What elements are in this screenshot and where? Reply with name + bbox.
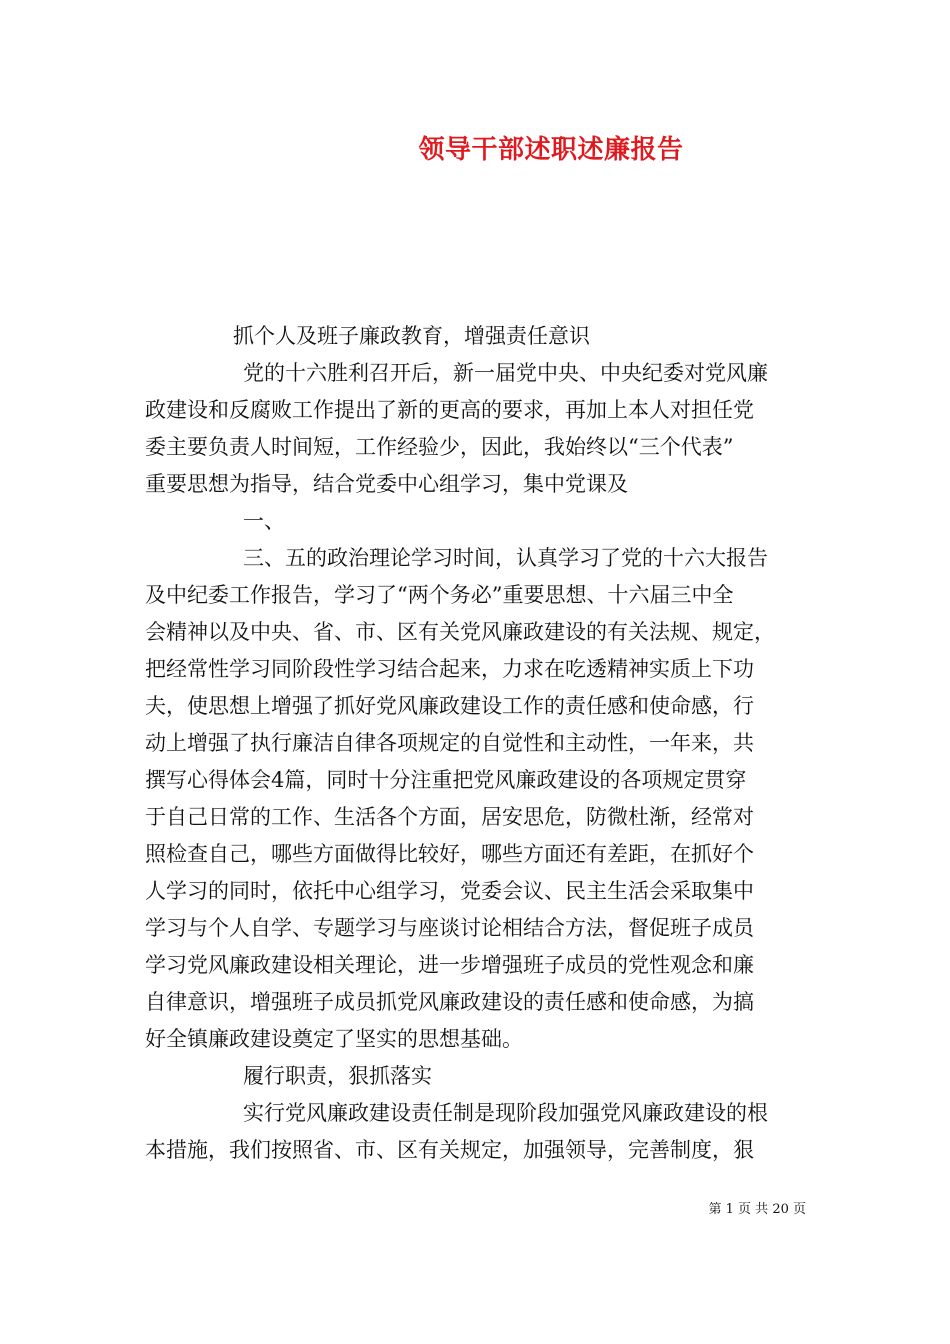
paragraph-line: 一、 bbox=[243, 509, 285, 533]
page-number: 第 1 页 共 20 页 bbox=[708, 1202, 806, 1217]
paragraph-line: 政建设和反腐败工作提出了新的更高的要求，再加上本人对担任党 bbox=[145, 398, 754, 422]
paragraph-line: 撰写心得体会4篇，同时十分注重把党风廉政建设的各项规定贯穿 bbox=[145, 768, 747, 792]
paragraph-line: 及中纪委工作报告，学习了“两个务必”重要思想、十六届三中全 bbox=[145, 583, 734, 607]
paragraph-line: 学习与个人自学、专题学习与座谈讨论相结合方法，督促班子成员 bbox=[145, 916, 754, 940]
paragraph-line: 学习党风廉政建设相关理论，进一步增强班子成员的党性观念和廉 bbox=[145, 953, 754, 977]
paragraph-line: 动上增强了执行廉洁自律各项规定的自觉性和主动性，一年来，共 bbox=[145, 731, 754, 755]
section-heading: 抓个人及班子廉政教育，增强责任意识 bbox=[233, 324, 590, 348]
paragraph-line: 实行党风廉政建设责任制是现阶段加强党风廉政建设的根 bbox=[243, 1101, 768, 1125]
paragraph-line: 委主要负责人时间短，工作经验少，因此，我始终以“三个代表” bbox=[145, 435, 734, 459]
paragraph-line: 于自己日常的工作、生活各个方面，居安思危，防微杜渐，经常对 bbox=[145, 805, 754, 829]
paragraph-line: 本措施，我们按照省、市、区有关规定，加强领导，完善制度，狠 bbox=[145, 1138, 754, 1162]
paragraph-line: 自律意识，增强班子成员抓党风廉政建设的责任感和使命感，为搞 bbox=[145, 990, 754, 1014]
paragraph-line: 重要思想为指导，结合党委中心组学习，集中党课及 bbox=[145, 472, 628, 496]
paragraph-line: 党的十六胜利召开后，新一届党中央、中央纪委对党风廉 bbox=[243, 361, 768, 385]
paragraph-line: 夫，使思想上增强了抓好党风廉政建设工作的责任感和使命感，行 bbox=[145, 694, 754, 718]
section-heading: 履行职责，狠抓落实 bbox=[243, 1064, 432, 1088]
paragraph-line: 三、五的政治理论学习时间，认真学习了党的十六大报告 bbox=[243, 546, 768, 570]
paragraph-line: 好全镇廉政建设奠定了坚实的思想基础。 bbox=[145, 1027, 523, 1051]
paragraph-line: 人学习的同时，依托中心组学习，党委会议、民主生活会采取集中 bbox=[145, 879, 754, 903]
paragraph-line: 照检查自己，哪些方面做得比较好，哪些方面还有差距，在抓好个 bbox=[145, 842, 754, 866]
document-body bbox=[145, 318, 807, 1169]
document-title: 领导干部述职述廉报告 bbox=[418, 135, 684, 165]
paragraph-line: 会精神以及中央、省、市、区有关党风廉政建设的有关法规、规定， bbox=[145, 620, 775, 644]
paragraph-line: 把经常性学习同阶段性学习结合起来，力求在吃透精神实质上下功 bbox=[145, 657, 754, 681]
